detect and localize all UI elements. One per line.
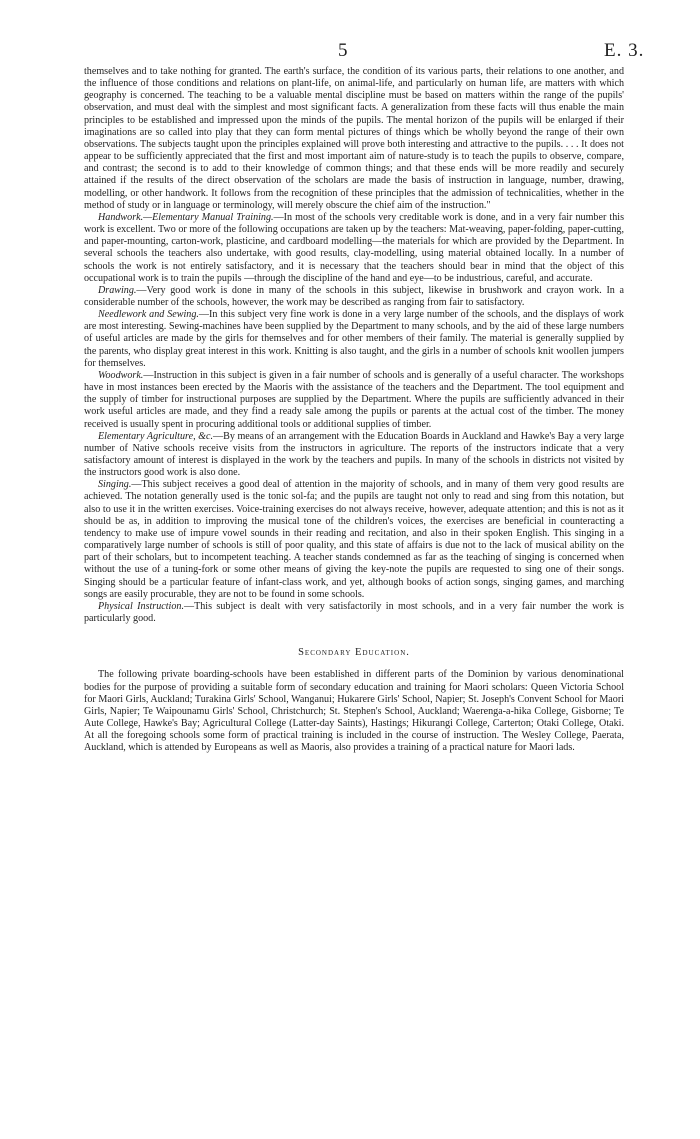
paragraph-text: —In this subject very fine work is done in a very large number of the schools, and the displays of work are most interesting. Sewing-machines have been supplied by the Department to many schools, and by the aid of these large numbers of useful articles are made by the girls for themselves and for other members of their family. The material is generally supplied by the parents, who display great interest in this work. Knitting is also taught, and the girls in a number of schools knit woollen jumpers for themselves.: [84, 309, 624, 369]
paragraph-heading: Woodwork.: [98, 369, 144, 381]
paragraph-needlework: [84, 309, 624, 370]
paragraph-heading: Elementary Agriculture, &c.: [98, 430, 214, 442]
paragraph-text: The following private boarding-schools have been established in different parts of the Dominion by various denominational bodies for the purpose of providing a suitable form of secondary education and training for Maori scholars: Queen Victoria School for Maori Girls, Auckland; Turakina Girls' School, Wanganui; Hukarere Girls' School, Napier; St. Joseph's Convent School for Maori Girls, Napier; Te Waipounamu Girls' School, Christchurch; St. Stephen's School, Auckland; Waerenga-a-hika College, Gisborne; Te Aute College, Hawke's Bay; Agricultural College (Latter-day Saints), Hastings; Hikurangi College, Carterton; Otaki College, Otaki. At all the foregoing schools some form of practical training is included in the course of instruction. The Wesley College, Paerata, Auckland, which is attended by Europeans as well as Maoris, also provides a training of a practical nature for Maori lads.: [84, 669, 624, 754]
paragraph-singing: [84, 479, 624, 601]
paragraph-geography: [84, 66, 624, 212]
body-text: [84, 66, 624, 754]
paragraph-drawing: [84, 285, 624, 309]
paragraph-text: —This subject is dealt with very satisfactorily in most schools, and in a very fair number the work is particularly good.: [84, 600, 624, 625]
paragraph-agriculture: [84, 431, 624, 480]
paragraph-heading: Drawing.: [98, 284, 137, 296]
paragraph-secondary-education: [84, 669, 624, 754]
page-number: 5: [338, 40, 348, 61]
paragraph-heading: Handwork.—Elementary Manual Training.: [98, 211, 274, 223]
paragraph-text: —This subject receives a good deal of attention in the majority of schools, and in many of them very good results are achieved. The notation generally used is the tonic sol-fa; and the pupils are taught not only to read and sing from this notation, but also to use it in the written exercises. Voice-training exercises do not always receive, however, adequate attention; and this is not as it should be as, in addition to improving the musical tone of the children's voices, the exercises are beneficial in counteracting a tendency to make use of impure vowel sounds in their reading and recitation, and also in their spoken English. This singing in a comparatively large number of schools is still of poor quality, and this state of affairs is due not to the lack of musical ability on the part of their scholars, but to incompetent teaching. A teacher stands condemned as far as the teaching of singing is concerned when without the use of a tuning-fork or some other means of giving the key-note the pupils are requested to sing one of their songs. Singing should be a particular feature of infant-class work, and yet, although books of action songs, singing games, and marching songs are easily procurable, they are not to be found in some schools.: [84, 479, 624, 600]
paragraph-text: —Very good work is done in many of the schools in this subject, likewise in brushwork and crayon work. In a considerable number of the schools, however, the work may be described as ranging from fair to satisfactory.: [84, 284, 624, 308]
paragraph-heading: Singing.: [98, 479, 132, 491]
paragraph-woodwork: [84, 370, 624, 431]
paragraph-physical: [84, 601, 624, 625]
document-reference: E. 3.: [604, 40, 645, 61]
paragraph-handwork: [84, 212, 624, 285]
paragraph-text: —In most of the schools very creditable work is done, and in a very fair number this work is excellent. Two or more of the following occupations are taken up by the teachers: Mat-weaving, paper-folding, paper-cutting, and paper-mounting, carton-work, plasticine, and cardboard modelling—the materials for which are provided by the Department. In several schools the teachers also undertake, with good results, clay-modelling, using material obtained locally. In a number of schools the work is not entirely satisfactory, and it is necessary that the teachers should bear in mind that the object of this occupational work is to train the pupils —through the discipline of the hand and eye—to be industrious, careful, and accurate.: [84, 211, 624, 284]
paragraph-heading: Physical Instruction.: [98, 600, 184, 612]
paragraph-text: themselves and to take nothing for granted. The earth's surface, the condition of its various parts, their relations to one another, and the influence of those conditions and relations on plant-life, on animal-life, and particularly on human life, are matters with which geography is concerned. The teaching to be a valuable mental discipline must be based on matters within the range of the pupils' observation, and must deal with the simplest and most significant facts. A generalization from these facts will thus enable the main principles to be established and impressed upon the minds of the pupils. The mental horizon of the pupils will be enlarged if their imaginations are so called into play that they can form mental pictures of things which be wholly beyond the range of their own observations. The subjects taught upon the principles explained will prove both interesting and attractive to the pupils. . . . It does not appear to be sufficiently appreciated that the first and most important aim of nature-study is to teach the pupils to observe, compare, and contrast; the second is to add to their knowledge of common things; and that these ends will be more readily and securely attained if the results of the direct observation of the scholars are made the basis of instruction in language, number, drawing, modelling, or other handwork. It follows from the recognition of these principles that the admission of technicalities, whether in the method of study or in language or terminology, will merely obscure the chief aim of the instruction.": [84, 66, 624, 211]
page-header: [0, 40, 700, 64]
paragraph-text: —Instruction in this subject is given in a fair number of schools and is generally of a useful character. The workshops have in most instances been erected by the Maoris with the assistance of the teachers and the Department. The tool equipment and the supply of timber for instructional purposes are supplied by the Department. Where the pupils are sufficiently advanced in their work useful articles are made, and they find a ready sale among the pupils or parents at the actual cost of the timber. The money received is usually spent in procuring additional tools or additional supplies of timber.: [84, 369, 624, 430]
paragraph-text: —By means of an arrangement with the Education Boards in Auckland and Hawke's Bay a very large number of Native schools receive visits from the instructors in agriculture. The reports of the instructors indicate that a very satisfactory amount of interest is displayed in the work by the teachers and pupils. In many of the schools in districts not visited by the instructors good work is also done.: [84, 430, 624, 479]
paragraph-heading: Needlework and Sewing.: [98, 309, 199, 321]
section-heading: Secondary Education.: [298, 647, 410, 659]
